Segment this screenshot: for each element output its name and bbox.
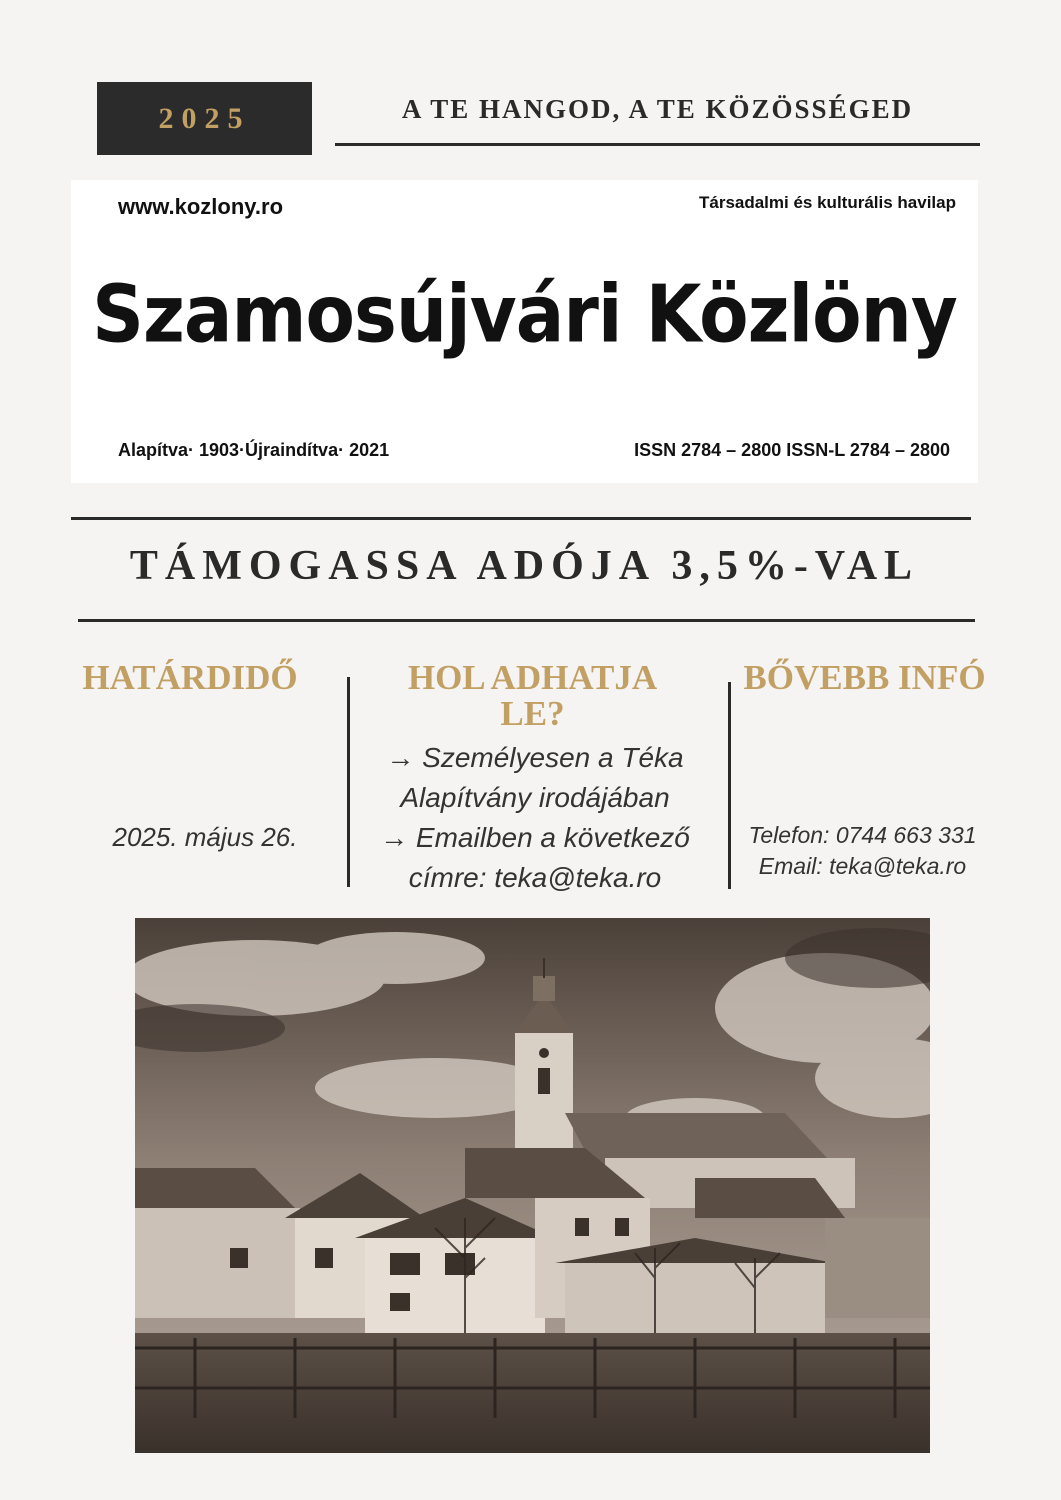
slogan: A TE HANGOD, A TE KÖZÖSSÉGED <box>401 94 914 124</box>
where-details <box>355 738 715 898</box>
deadline-date: 2025. május 26. <box>112 822 298 852</box>
column-divider-1 <box>347 677 350 887</box>
tagline: Társadalmi és kulturális havilap <box>698 193 956 212</box>
headline-top-rule <box>71 517 971 520</box>
info-contacts <box>735 820 990 882</box>
support-headline: TÁMOGASSA ADÓJA 3,5%-VAL <box>129 543 920 589</box>
year-badge <box>97 82 312 155</box>
where-line-address[interactable]: címre: teka@teka.ro <box>408 862 662 893</box>
where-title: HOL ADHATJA LE? <box>407 658 658 733</box>
masthead <box>71 180 978 483</box>
newspaper-title: Szamosújvári Közlöny <box>92 267 957 361</box>
info-phone[interactable]: Telefon: 0744 663 331 <box>748 822 977 848</box>
town-photo <box>135 918 930 1453</box>
where-line-personal: → Személyesen a Téka <box>386 742 684 773</box>
slogan-divider <box>335 143 980 146</box>
column-divider-2 <box>728 682 731 889</box>
website-link[interactable]: www.kozlony.ro <box>118 194 284 219</box>
info-title: BŐVEBB INFÓ <box>743 658 986 697</box>
founded-info: Alapítva· 1903·Újraindítva· 2021 <box>118 440 390 460</box>
where-line-office: Alapítvány irodájában <box>400 782 670 813</box>
info-email[interactable]: Email: teka@teka.ro <box>758 853 967 879</box>
where-line-email: → Emailben a következő <box>380 822 690 853</box>
deadline-title: HATÁRDIDŐ <box>82 658 298 697</box>
year-text: 2025 <box>158 101 251 135</box>
headline-bottom-rule <box>78 619 975 622</box>
issn-info: ISSN 2784 – 2800 ISSN-L 2784 – 2800 <box>634 440 950 460</box>
